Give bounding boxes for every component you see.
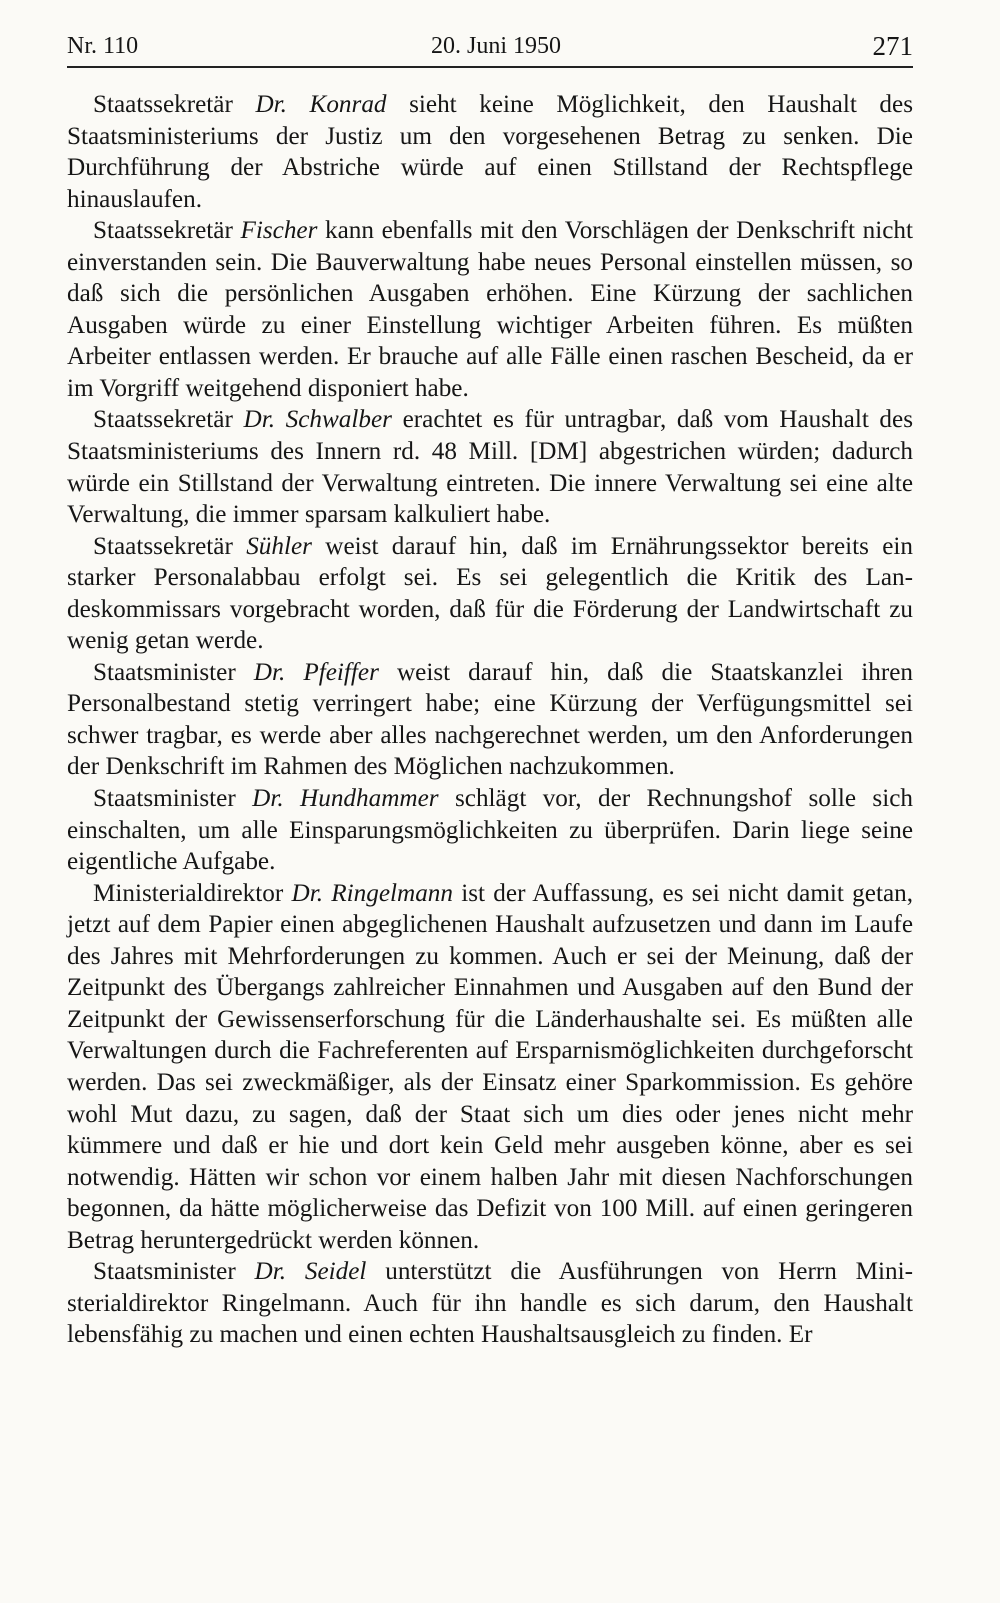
issue-number: Nr. 110	[67, 33, 139, 59]
paragraph	[67, 1256, 913, 1351]
paragraph	[67, 783, 913, 878]
speaker-title: Dr.	[255, 91, 287, 118]
page-number: 271	[872, 31, 913, 61]
paragraph-text: schlägt vor, der Rechnungshof solle sich einschalten, um alle Einsparungsmöglichkeiten zu überprüfen. Darin liege seine eigentliche Aufgabe.	[67, 785, 913, 876]
speaker-name: Fischer	[240, 217, 318, 245]
speaker-name: Konrad	[309, 91, 387, 118]
paragraph	[67, 657, 913, 783]
paragraph-text: sieht keine Möglichkeit, den Haushalt des Staatsministeriums der Justiz um den vorgesehenen Betrag zu senken. Die Durchführung der Abstriche würde auf einen Stillstand der Rechtspflege hinauslaufen.	[67, 91, 913, 213]
paragraph-text: ist der Auffassung, es sei nicht damit getan, jetzt auf dem Papier einen abgeglichenen Haushalt aufzusetzen und dann im Laufe des Jahres mit Mehrforderungen zu kommen. Auch er sei der Meinung, daß der Zeitpunkt des Übergangs zahlreicher Einnahmen und Ausgaben auf den Bund der Zeitpunkt der Gewissenserforschung für die Länderhaushalte sei. Es müßten alle Verwaltungen durch die Fachreferenten auf Ersparnismöglichkeiten durchgeforscht werden. Das sei zweckmäßiger, als der Einsatz einer Sparkommission. Es gehöre wohl Mut dazu, zu sagen, daß der Staat sich um dies oder jenes nicht mehr kümmere und daß er hie und dort kein Geld mehr ausgeben könne, aber es sei notwendig. Hätten wir schon vor einem halben Jahr mit diesen Nachforschungen begonnen, da hätte möglicherweise das Defizit von 100 Mill. auf einen geringeren Betrag heruntergedrückt werden können.	[67, 879, 914, 1254]
speaker-title: Dr.	[253, 658, 286, 686]
paragraph	[67, 531, 913, 657]
speaker-role: Staatssekretär	[93, 91, 256, 118]
speaker-title: Dr.	[291, 879, 324, 907]
speaker-role: Staatssekretär	[93, 406, 244, 434]
paragraph	[67, 215, 913, 404]
page-header	[67, 28, 913, 64]
speaker-role: Staatsminister	[93, 785, 253, 813]
speaker-name: Hundhammer	[300, 785, 439, 813]
paragraph	[67, 404, 913, 530]
paragraph-text: erachtet es für untragbar, daß vom Haushalt des Staatsministeriums des Innern rd. 48 Mill. [DM] abgestrichen würden; dadurch würde ein Stillstand der Verwaltung eintreten. Die innere Verwaltung sei eine alte Verwaltung, die immer sparsam kalkuliert habe.	[67, 406, 914, 529]
header-date: 20. Juni 1950	[431, 33, 562, 59]
speaker-role: Staatsminister	[93, 658, 254, 686]
paragraph-text: weist darauf hin, daß die Staatskanzlei ihren Personalbestand stetig verringert habe; eine Kürzung der Verfügungsmittel sei schwer tragbar, es werde aber alles nachgerechnet werden, um den Anforderungen der Denkschrift im Rahmen des Möglichen nachzukommen.	[67, 658, 914, 781]
header-rule	[67, 66, 913, 68]
speaker-name: Schwalber	[285, 406, 392, 434]
speaker-title: Dr.	[252, 785, 284, 813]
paragraph	[67, 878, 913, 1257]
paragraph	[67, 89, 913, 215]
speaker-role: Ministerialdirektor	[93, 879, 292, 907]
speaker-role: Staatssekretär	[93, 532, 247, 560]
body-text	[67, 89, 913, 1351]
speaker-name: Sühler	[246, 532, 312, 560]
paragraph-text: kann ebenfalls mit den Vorschlägen der Denkschrift nicht einverstanden sein. Die Bauverwaltung habe neues Personal einstellen müssen, so daß sich die persönlichen Ausgaben erhöhen. Eine Kürzung der sachlichen Ausgaben würde zu einer Einstellung wichtiger Arbeiten führen. Es müßten Arbeiter entlassen werden. Er brauche auf alle Fälle einen raschen Bescheid, da er im Vorgriff weitgehend disponiert habe.	[67, 217, 913, 402]
speaker-role: Staatsminister	[93, 1258, 255, 1286]
speaker-name: Ringelmann	[331, 879, 453, 907]
speaker-name: Pfeiffer	[303, 658, 379, 686]
speaker-title: Dr.	[243, 406, 275, 434]
speaker-role: Staatssekretär	[93, 217, 241, 245]
paragraph-text: weist darauf hin, daß im Ernährungssektor bereits ein starker Personalabbau erfolgt sei. Es sei gelegentlich die Kritik des Landeskommissars vorgebracht worden, daß für die Förderung der Landwirtschaft zu wenig getan werde.	[67, 532, 914, 655]
speaker-name: Seidel	[304, 1258, 367, 1286]
paragraph-text: unterstützt die Ausführungen von Herrn Ministerialdirektor Ringelmann. Auch für ihn handle es sich darum, den Haushalt lebensfähig zu machen und einen echten Haushaltsausgleich zu finden. Er	[67, 1258, 914, 1349]
speaker-title: Dr.	[254, 1258, 287, 1286]
